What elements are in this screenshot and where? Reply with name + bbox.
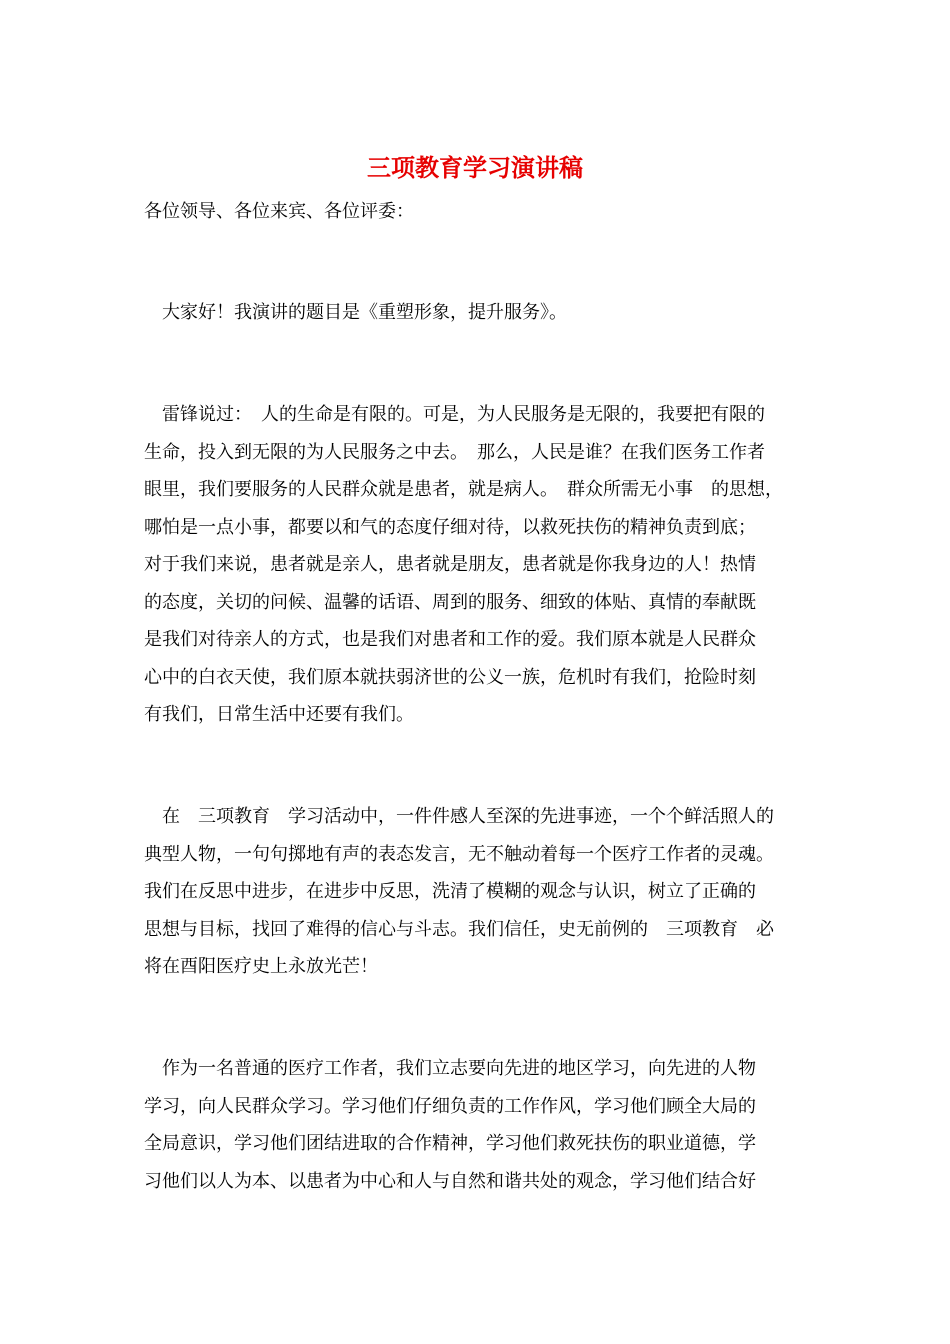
paragraph-line: 全局意识，学习他们团结进取的合作精神，学习他们救死扶伤的职业道德，学 [144, 1133, 756, 1154]
salutation [144, 193, 806, 231]
paragraph-line: 将在酉阳医疗史上永放光芒！ [144, 956, 378, 977]
paragraph-line: 的态度，关切的问候、温馨的话语、周到的服务、细致的体贴、真情的奉献既 [144, 591, 756, 613]
paragraph-line: 是我们对待亲人的方式，也是我们对患者和工作的爱。我们原本就是人民群众 [144, 629, 756, 650]
paragraph-line: 哪怕是一点小事，都要以和气的态度仔细对待，以救死扶伤的精神负责到底； [144, 516, 756, 538]
paragraph-line: 学习，向人民群众学习。学习他们仔细负责的工作作风，学习他们顾全大局的 [144, 1095, 756, 1117]
paragraph-line: 眼里，我们要服务的人民群众就是患者，就是病人。 群众所需无小事 的思想， [144, 479, 783, 500]
paragraph-line: 思想与目标，找回了难得的信心与斗志。我们信任，史无前例的 三项教育 必 [144, 918, 774, 940]
paragraph-line: 有我们，日常生活中还要有我们。 [144, 704, 414, 725]
paragraph-line: 大家好！我演讲的题目是《重塑形象，提升服务》。 [144, 302, 567, 323]
salutation-line: 各位领导、各位来宾、各位评委： [144, 201, 414, 222]
paragraph-line: 对于我们来说，患者就是亲人，患者就是朋友，患者就是你我身边的人！热情 [144, 554, 756, 575]
paragraph-line: 生命，投入到无限的为人民服务之中去。 那么，人民是谁？在我们医务工作者 [144, 441, 765, 463]
paragraph-line: 心中的白衣天使，我们原本就扶弱济世的公义一族，危机时有我们，抢险时刻 [144, 666, 756, 688]
document-title: 三项教育学习演讲稿 [367, 153, 583, 182]
paragraph-1 [144, 294, 806, 332]
paragraph-2 [144, 396, 806, 734]
paragraph-line: 在 三项教育 学习活动中，一件件感人至深的先进事迹，一个个鲜活照人的 [144, 806, 774, 827]
paragraph-line: 习他们以人为本、以患者为中心和人与自然和谐共处的观念，学习他们结合好 [144, 1170, 756, 1192]
paragraph-line: 我们在反思中进步，在进步中反思，洗清了模糊的观念与认识，树立了正确的 [144, 881, 756, 902]
paragraph-line: 典型人物，一句句掷地有声的表态发言，无不触动着每一个医疗工作者的灵魂。 [144, 843, 774, 865]
paragraph-3 [144, 798, 806, 986]
paragraph-line: 作为一名普通的医疗工作者，我们立志要向先进的地区学习，向先进的人物 [144, 1058, 756, 1079]
paragraph-line: 雷锋说过： 人的生命是有限的。可是，为人民服务是无限的，我要把有限的 [144, 404, 765, 425]
paragraph-4 [144, 1050, 806, 1200]
